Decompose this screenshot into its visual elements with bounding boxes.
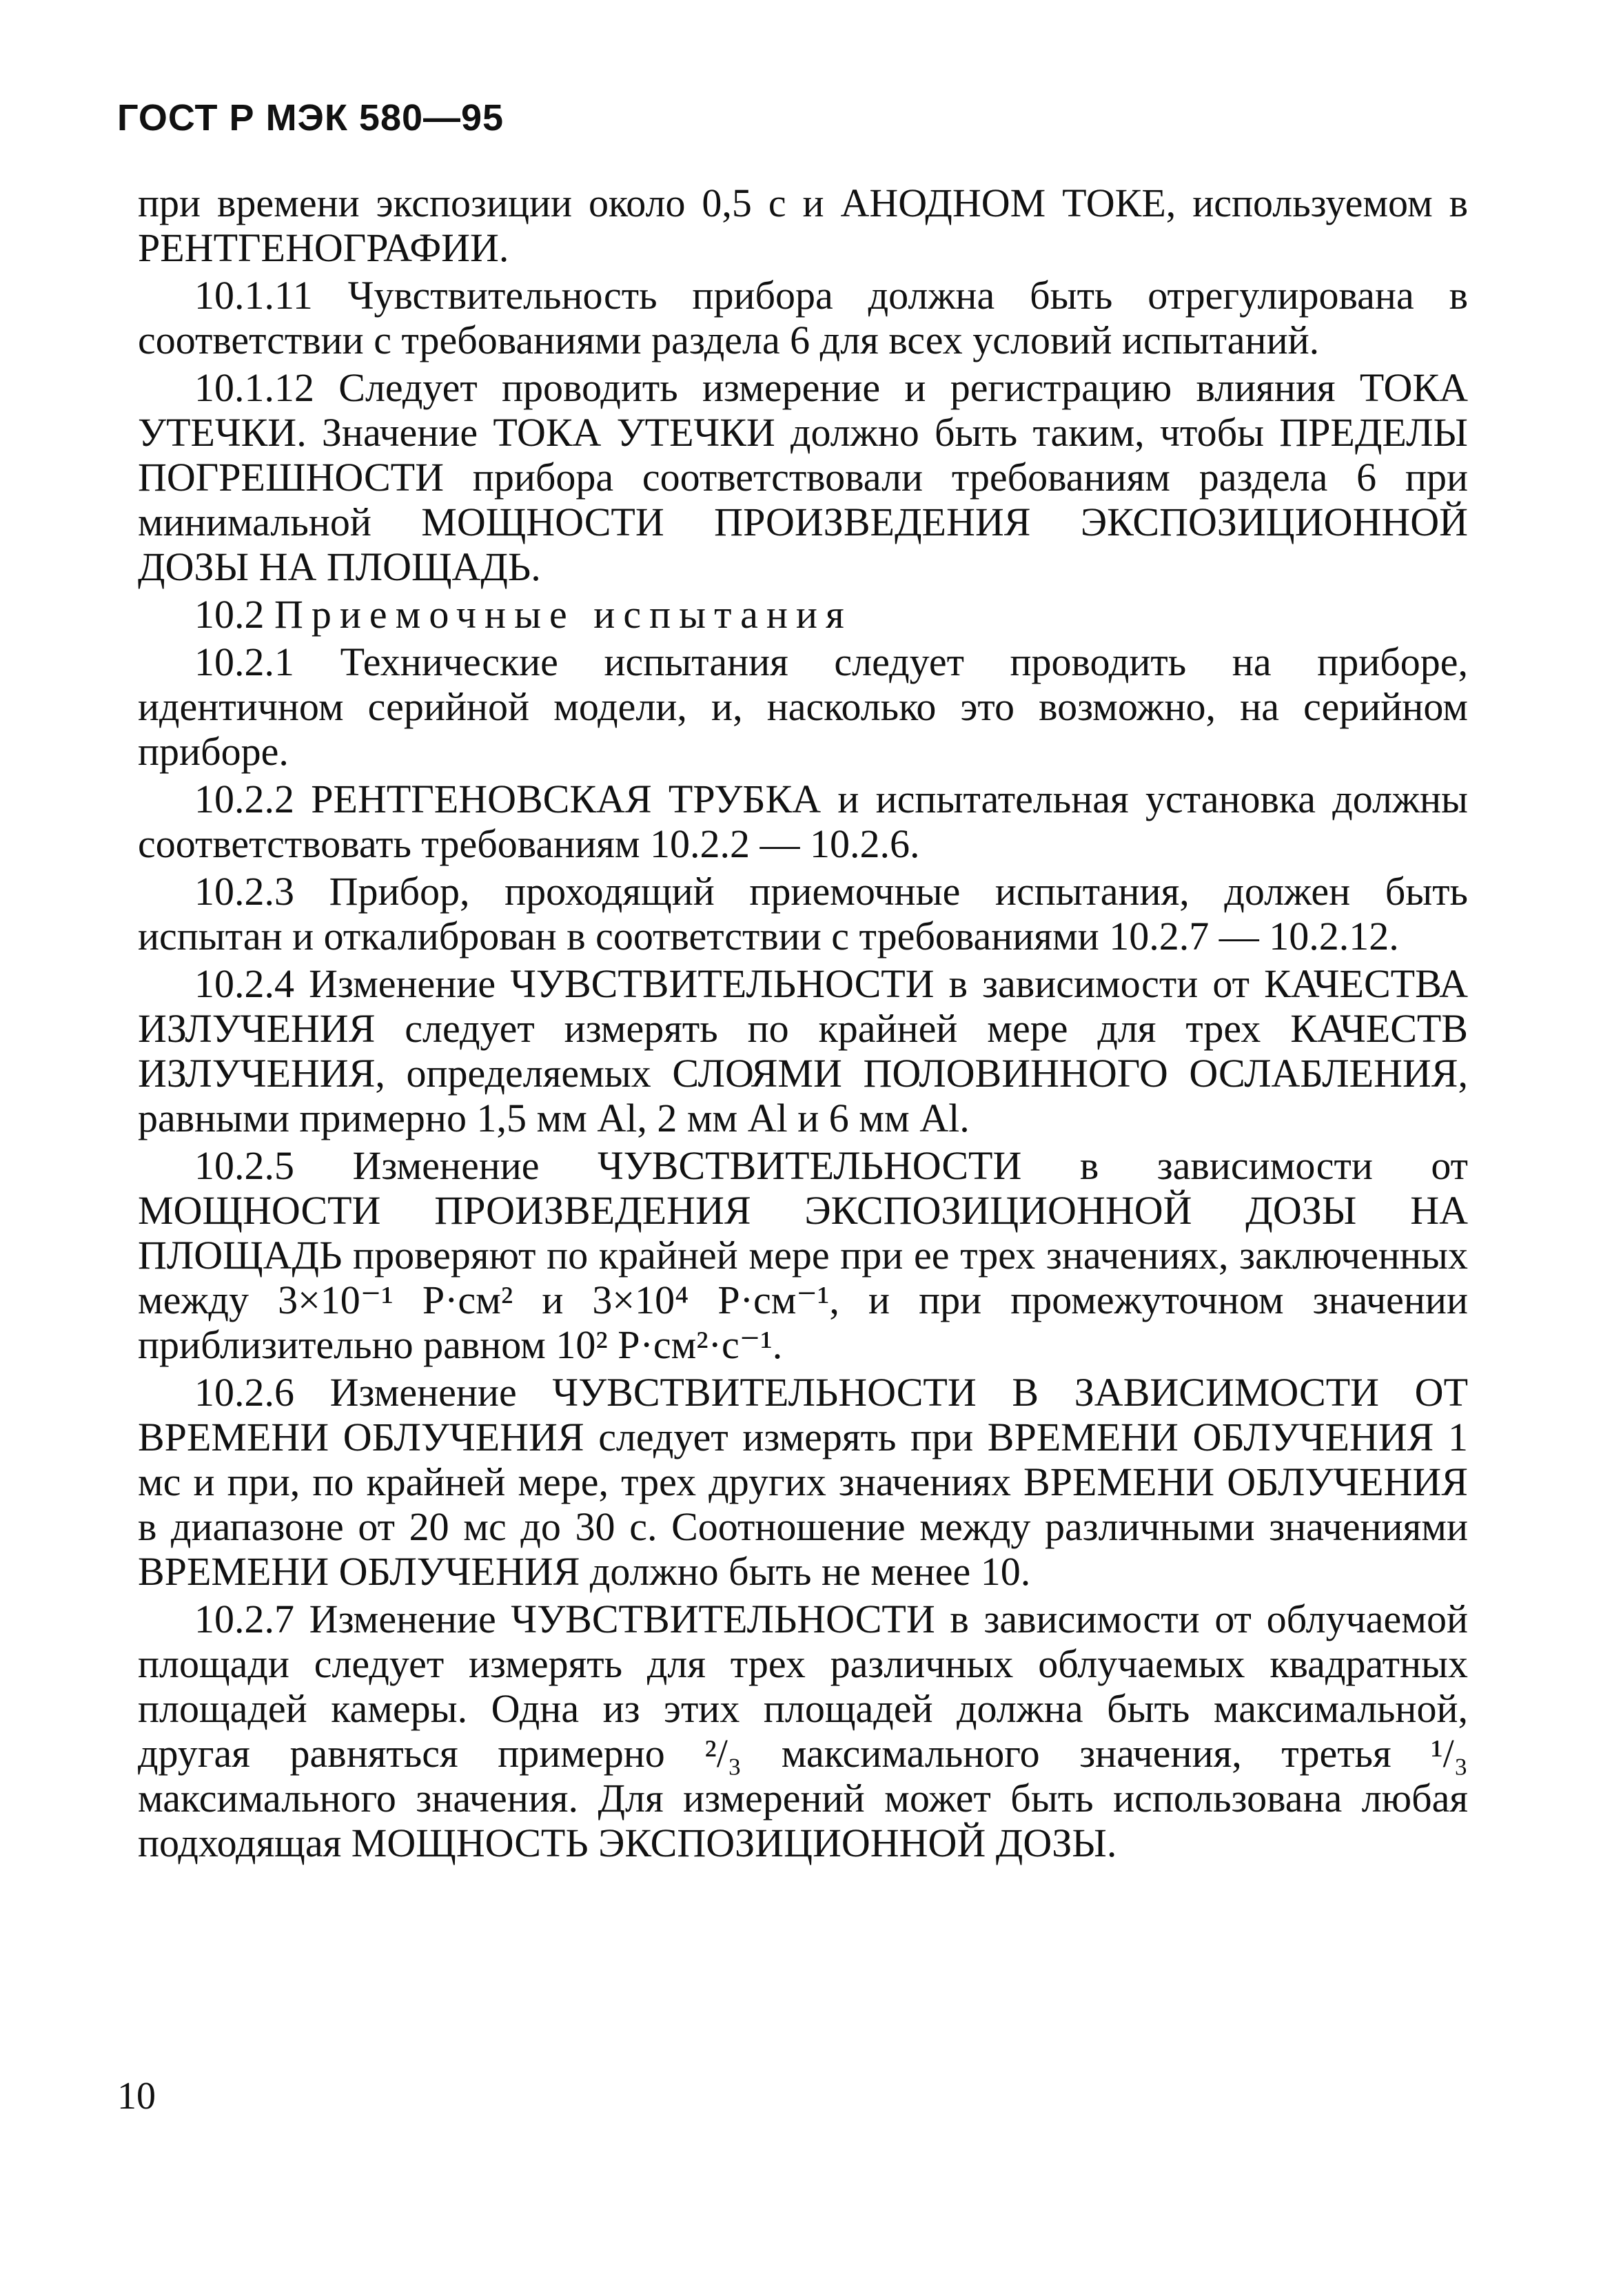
paragraph-10-2-1: 10.2.1 Технические испытания следует проводить на приборе, идентичном серийной модели, и, насколько это возможно, на серийном приборе. (138, 639, 1468, 774)
document-header: ГОСТ Р МЭК 580—95 (117, 97, 504, 139)
paragraph-10-1-12: 10.1.12 Следует проводить измерение и регистрацию влияния ТОКА УТЕЧКИ. Значение ТОКА УТЕЧКИ должно быть таким, чтобы ПРЕДЕЛЫ ПОГРЕШНОСТИ прибора соответствовали требованиям раздела 6 при минимальной МОЩНОСТИ ПРОИЗВЕДЕНИЯ ЭКСПОЗИЦИОННОЙ ДОЗЫ НА ПЛОЩАДЬ. (138, 365, 1468, 589)
paragraph-10-2-5: 10.2.5 Изменение ЧУВСТВИТЕЛЬНОСТИ в зависимости от МОЩНОСТИ ПРОИЗВЕДЕНИЯ ЭКСПОЗИЦИОННОЙ ДОЗЫ НА ПЛОЩАДЬ проверяют по крайней мере при ее трех значениях, заключенных между 3×10⁻¹ Р·см² и 3×10⁴ Р·см⁻¹, и при промежуточном значении приблизительно равном 10² Р·см²·с⁻¹. (138, 1143, 1468, 1367)
paragraph-10-2-6: 10.2.6 Изменение ЧУВСТВИТЕЛЬНОСТИ В ЗАВИСИМОСТИ ОТ ВРЕМЕНИ ОБЛУЧЕНИЯ следует измерять при ВРЕМЕНИ ОБЛУЧЕНИЯ 1 мс и при, по крайней мере, трех других значениях ВРЕМЕНИ ОБЛУЧЕНИЯ в диапазоне от 20 мс до 30 с. Соотношение между различными значениями ВРЕМЕНИ ОБЛУЧЕНИЯ должно быть не менее 10. (138, 1370, 1468, 1594)
paragraph-10-1-11: 10.1.11 Чувствительность прибора должна быть отрегулирована в соответствии с требованиями раздела 6 для всех условий испытаний. (138, 273, 1468, 362)
paragraph-10-2-3: 10.2.3 Прибор, проходящий приемочные испытания, должен быть испытан и откалиброван в соответствии с требованиями 10.2.7 — 10.2.12. (138, 869, 1468, 959)
paragraph-10-2-7: 10.2.7 Изменение ЧУВСТВИТЕЛЬНОСТИ в зависимости от облучаемой площади следует измерять для трех различных облучаемых квадратных площадей камеры. Одна из этих площадей должна быть максимальной, другая равняться примерно ²/₃ максимального значения, третья ¹/₃ максимального значения. Для измерений может быть использована любая подходящая МОЩНОСТЬ ЭКСПОЗИЦИОННОЙ ДОЗЫ. (138, 1597, 1468, 1865)
paragraph-10-2-4: 10.2.4 Изменение ЧУВСТВИТЕЛЬНОСТИ в зависимости от КАЧЕСТВА ИЗЛУЧЕНИЯ следует измерять по крайней мере для трех КАЧЕСТВ ИЗЛУЧЕНИЯ, определяемых СЛОЯМИ ПОЛОВИННОГО ОСЛАБЛЕНИЯ, равными примерно 1,5 мм Al, 2 мм Al и 6 мм Al. (138, 961, 1468, 1140)
document-body (138, 181, 1468, 1868)
paragraph-10-2-2: 10.2.2 РЕНТГЕНОВСКАЯ ТРУБКА и испытательная установка должны соответствовать требованиям 10.2.2 — 10.2.6. (138, 777, 1468, 866)
section-heading-10-2 (138, 592, 1468, 637)
page-number: 10 (117, 2075, 156, 2118)
paragraph-continuation: при времени экспозиции около 0,5 с и АНОДНОМ ТОКЕ, используемом в РЕНТГЕНОГРАФИИ. (138, 181, 1468, 270)
section-number: 10.2 (194, 592, 265, 637)
section-title: Приемочные испытания (274, 592, 853, 637)
